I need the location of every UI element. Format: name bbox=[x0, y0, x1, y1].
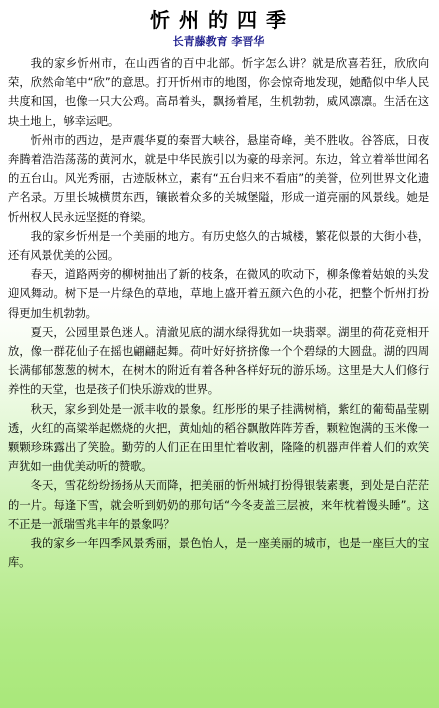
paragraph: 冬天，雪花纷纷扬扬从天而降，把美丽的忻州城打扮得银装素裹，到处是白茫茫的一片。每逢下雪，就会听到奶奶的那句话“今冬麦盖三层被，来年枕着馒头睡”。这不正是一派瑞雪兆丰年的景象吗？ bbox=[8, 479, 429, 531]
article-title: 忻州的四季 bbox=[150, 8, 295, 32]
paragraph: 春天，道路两旁的柳树抽出了新的枝条，在微风的吹动下，柳条像着姑娘的头发迎风舞动。树下是一片绿色的草地，草地上盛开着五颜六色的小花，把整个忻州打扮得更加生机勃勃。 bbox=[8, 268, 429, 320]
paragraph: 我的家乡忻州市，在山西省的百中北部。忻字怎么讲？就是欣喜若狂，欣欣向荣，欣然命笔中“欣”的意思。打开忻州市的地图，你会惊奇地发现，她酷似中华人民共度和国，也像一只大公鸡。高昂着头，飘扬着尾，生机勃勃，威风凛凛。生活在这块土地上，够幸运吧。 bbox=[8, 57, 429, 128]
paragraph: 夏天，公园里景色迷人。清澈见底的湖水绿得犹如一块翡翠。湖里的荷花竞相开放，像一群花仙子在摇也翩翩起舞。荷叶好好挤挤像一个个碧绿的大圆盘。湖的四周长满郁郁葱葱的树木，在树木的附近有着各种各样好玩的游乐场。这里是大人们修行养性的天堂，也是孩子们快乐游戏的世界。 bbox=[8, 325, 429, 397]
paragraph: 我的家乡一年四季风景秀丽，景色怡人，是一座美丽的城市，也是一座巨大的宝库。 bbox=[8, 537, 429, 570]
article-author: 长青藤教育 李晋华 bbox=[172, 35, 265, 48]
paragraph: 我的家乡忻州是一个美丽的地方。有历史悠久的古城楼，繁花似景的大街小巷，还有风景优美的公园。 bbox=[8, 229, 429, 263]
paragraph: 忻州市的西边，是声震华夏的秦晋大峡谷，悬崖奇峰，美不胜收。谷答底，日夜奔腾着浩浩荡荡的黄河水，就是中华民族引以为豪的母亲河。东边，耸立着举世闻名的五台山。风光秀丽，古迹版林立，素有“五台归来不看庙”的美誉，位列世界文化遗产名录。万里长城横贯东西，镶嵌着众多的关城堡隘，形成一道亮丽的风景线。她是忻州权人民永远坚挺的脊梁。 bbox=[8, 133, 429, 224]
paragraph: 秋天，家乡到处是一派丰收的景象。红彤彤的果子挂满树梢，紫红的葡萄晶莹剔透，火红的高粱举起燃烧的火把，黄灿灿的稻谷飘散阵阵芳香，颗粒饱满的玉米像一颗颗珍珠露出了笑脸。勤劳的人们正在田里忙着收割，隆隆的机器声伴着人们的欢笑声犹如一曲优美动听的赞歌。 bbox=[8, 402, 429, 474]
